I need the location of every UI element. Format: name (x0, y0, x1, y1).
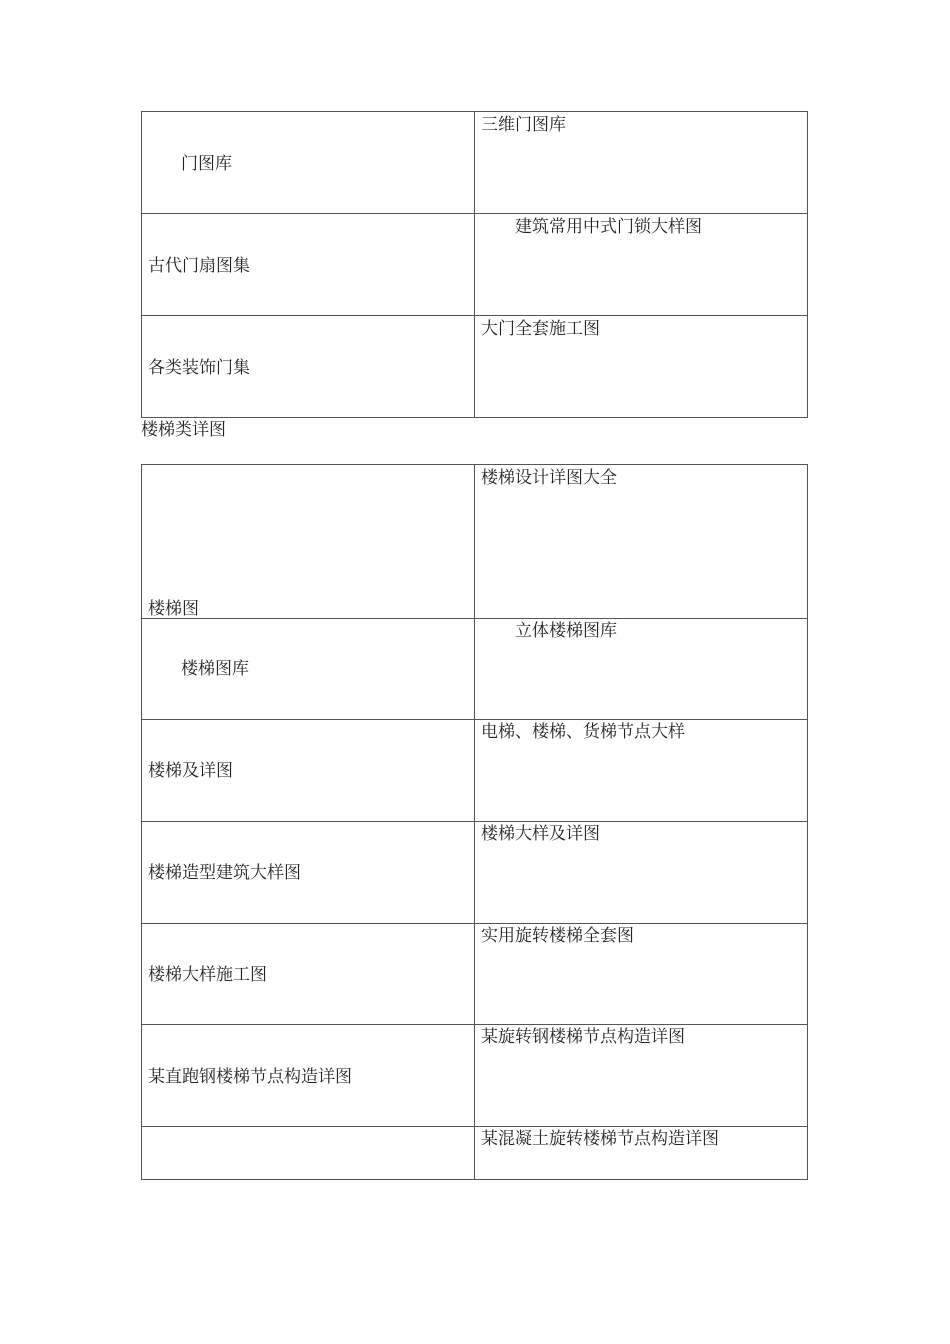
table-cell (475, 1025, 807, 1126)
cell-text: 门图库 (181, 154, 232, 174)
table-cell (142, 619, 475, 719)
table-cell (475, 720, 807, 821)
cell-text: 楼梯及详图 (148, 761, 233, 781)
table-cell (142, 112, 475, 213)
cell-text: 楼梯大样施工图 (148, 965, 267, 985)
stairs-table (141, 464, 808, 1180)
cell-text: 某旋转钢楼梯节点构造详图 (481, 1027, 685, 1047)
cell-text: 某直跑钢楼梯节点构造详图 (148, 1067, 352, 1087)
table-row (142, 924, 807, 1025)
table-row (142, 619, 807, 720)
table-cell (475, 465, 807, 618)
table-cell (475, 822, 807, 923)
table-cell (475, 112, 807, 213)
table-cell (475, 316, 807, 417)
cell-text: 楼梯图 (148, 599, 199, 619)
table-cell (142, 465, 475, 618)
table-cell (475, 619, 807, 719)
cell-text: 建筑常用中式门锁大样图 (515, 217, 702, 237)
cell-text: 楼梯大样及详图 (481, 824, 600, 844)
table-row (142, 214, 807, 316)
table-cell (475, 1127, 807, 1179)
table-row (142, 822, 807, 924)
table-cell (142, 1025, 475, 1126)
table-cell (142, 822, 475, 923)
table-row (142, 720, 807, 822)
table-row (142, 316, 807, 417)
section-heading: 楼梯类详图 (141, 420, 226, 440)
table-row (142, 1025, 807, 1127)
table-cell (142, 720, 475, 821)
cell-text: 楼梯造型建筑大样图 (148, 863, 301, 883)
cell-text: 楼梯设计详图大全 (481, 468, 617, 488)
table-cell (475, 924, 807, 1024)
cell-text: 立体楼梯图库 (515, 621, 617, 641)
cell-text: 电梯、楼梯、货梯节点大样 (481, 722, 685, 742)
table-cell (142, 924, 475, 1024)
cell-text: 三维门图库 (481, 115, 566, 135)
cell-text: 各类装饰门集 (148, 358, 250, 378)
table-row (142, 465, 807, 619)
cell-text: 某混凝土旋转楼梯节点构造详图 (481, 1129, 719, 1149)
table-cell (142, 214, 475, 315)
cell-text: 大门全套施工图 (481, 319, 600, 339)
doors-table (141, 111, 808, 418)
cell-text: 古代门扇图集 (148, 256, 250, 276)
table-row (142, 1127, 807, 1179)
table-row (142, 112, 807, 214)
table-cell (142, 316, 475, 417)
table-cell (142, 1127, 475, 1179)
table-cell (475, 214, 807, 315)
cell-text: 实用旋转楼梯全套图 (481, 926, 634, 946)
cell-text: 楼梯图库 (181, 659, 249, 679)
